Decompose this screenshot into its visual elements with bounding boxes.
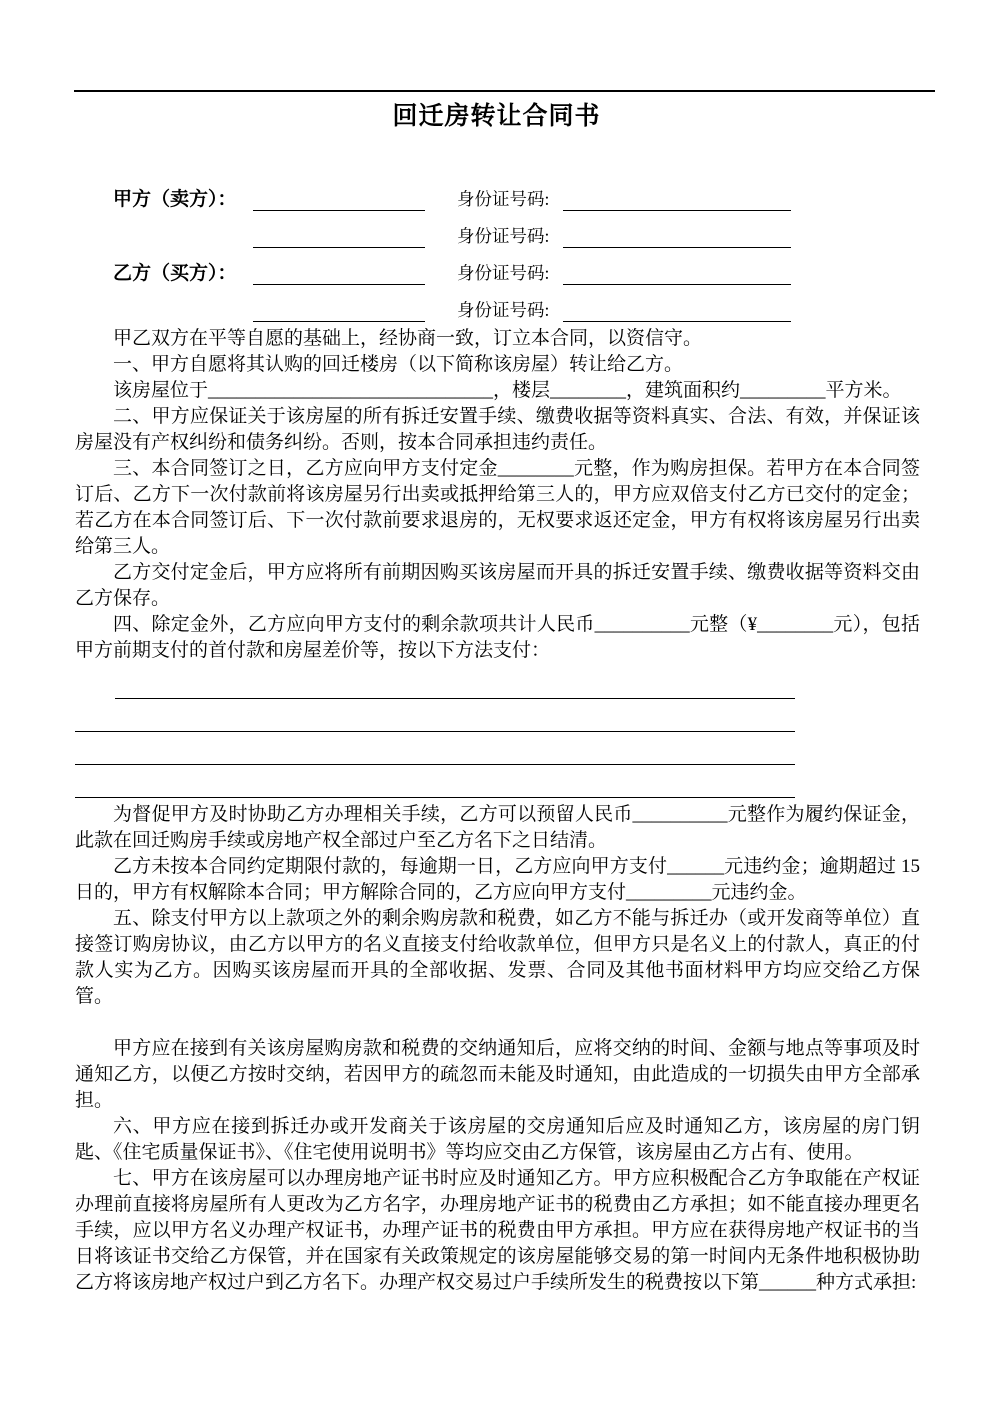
paragraph-clause-4-payment: 四、除定金外，乙方应向甲方支付的剩余款项共计人民币__________元整（¥________元），包括甲方前期支付的首付款和房屋差价等，按以下方法支付： <box>75 614 920 661</box>
party-a-second-name-blank <box>253 227 425 248</box>
contract-body <box>75 326 920 1296</box>
party-a-second-id-blank <box>563 227 791 248</box>
paragraph-late-payment-penalty: 乙方未按本合同约定期限付款的，每逾期一日，乙方应向甲方支付______元违约金；逾期超过 15 日的，甲方有权解除本合同；甲方解除合同的，乙方应向甲方支付_________元违约金。 <box>75 856 920 903</box>
party-b-second-id-blank <box>563 301 791 322</box>
party-b-second-row <box>75 287 920 324</box>
paragraph-house-location: 该房屋位于______________________________，楼层________，建筑面积约_________平方米。 <box>113 380 902 401</box>
party-b-row <box>75 250 920 287</box>
party-b-id-blank <box>563 264 791 285</box>
party-a-second-row <box>75 213 920 250</box>
paragraph-clause-3-deposit: 三、本合同签订之日，乙方应向甲方支付定金________元整，作为购房担保。若甲方在本合同签订后、乙方下一次付款前将该房屋另行出卖或抵押给第三人的，甲方应双倍支付乙方已交付的定金；若乙方在本合同签订后、下一次付款前要求退房的，无权要求返还定金，甲方有权将该房屋另行出卖给第三人。 <box>75 458 920 557</box>
paragraph-performance-bond: 为督促甲方及时协助乙方办理相关手续，乙方可以预留人民币__________元整作为履约保证金，此款在回迁购房手续或房地产权全部过户至乙方名下之日结清。 <box>75 804 920 851</box>
document-title: 回迁房转让合同书 <box>392 103 601 130</box>
party-b-label: 乙方（买方）： <box>113 263 237 284</box>
payment-fill-line-2 <box>75 699 795 732</box>
payment-fill-line-3 <box>75 732 795 765</box>
party-a-label: 甲方（卖方）： <box>113 189 237 210</box>
payment-fill-line-1 <box>115 666 795 699</box>
party-b-id-label: 身份证号码: <box>457 263 550 283</box>
party-a-second-id-label: 身份证号码: <box>457 226 550 246</box>
party-a-name-blank <box>253 190 425 211</box>
paragraph-payment-notice: 甲方应在接到有关该房屋购房款和税费的交纳通知后，应将交纳的时间、金额与地点等事项及时通知乙方，以便乙方按时交纳，若因甲方的疏忽而未能及时通知，由此造成的一切损失由甲方全部承担。 <box>75 1038 920 1111</box>
paragraph-preamble: 甲乙双方在平等自愿的基础上，经协商一致，订立本合同，以资信守。 <box>113 328 703 349</box>
paragraph-spacer <box>75 1010 920 1036</box>
paragraph-clause-7-certificate: 七、甲方在该房屋可以办理房地产证书时应及时通知乙方。甲方应积极配合乙方争取能在产权证办理前直接将房屋所有人更改为乙方名字，办理房地产证书的税费由乙方承担；如不能直接办理更名手续，应以甲方名义办理产权证书，办理产证书的税费由甲方承担。甲方应在获得房地产权证书的当日将该证书交给乙方保管，并在国家有关政策规定的该房屋能够交易的第一时间内无条件地积极协助乙方将该房地产权过户到乙方名下。办理产权交易过户手续所发生的税费按以下第______种方式承担: <box>75 1168 920 1293</box>
paragraph-clause-2: 二、甲方应保证关于该房屋的所有拆迁安置手续、缴费收据等资料真实、合法、有效，并保证该房屋没有产权纠纷和债务纠纷。否则，按本合同承担违约责任。 <box>75 406 920 453</box>
party-a-row <box>75 176 920 213</box>
paragraph-clause-1: 一、甲方自愿将其认购的回迁楼房（以下简称该房屋）转让给乙方。 <box>113 354 684 375</box>
party-b-second-id-label: 身份证号码: <box>457 300 550 320</box>
paragraph-clause-6-handover: 六、甲方应在接到拆迁办或开发商关于该房屋的交房通知后应及时通知乙方，该房屋的房门钥匙、《住宅质量保证书》、《住宅使用说明书》等均应交由乙方保管，该房屋由乙方占有、使用。 <box>75 1116 920 1163</box>
party-b-name-blank <box>253 264 425 285</box>
payment-fill-line-4 <box>75 765 795 798</box>
party-b-second-name-blank <box>253 301 425 322</box>
header-rule <box>74 90 935 92</box>
party-a-id-label: 身份证号码: <box>457 189 550 209</box>
parties-section <box>75 176 920 324</box>
paragraph-deposit-documents: 乙方交付定金后，甲方应将所有前期因购买该房屋而开具的拆迁安置手续、缴费收据等资料交由乙方保存。 <box>75 562 920 609</box>
party-a-id-blank <box>563 190 791 211</box>
payment-method-fill-lines <box>75 666 920 798</box>
paragraph-clause-5-remaining-payment: 五、除支付甲方以上款项之外的剩余购房款和税费，如乙方不能与拆迁办（或开发商等单位）直接签订购房协议，由乙方以甲方的名义直接支付给收款单位，但甲方只是名义上的付款人，真正的付款人实为乙方。因购买该房屋而开具的全部收据、发票、合同及其他书面材料甲方均应交给乙方保管。 <box>75 908 920 1007</box>
